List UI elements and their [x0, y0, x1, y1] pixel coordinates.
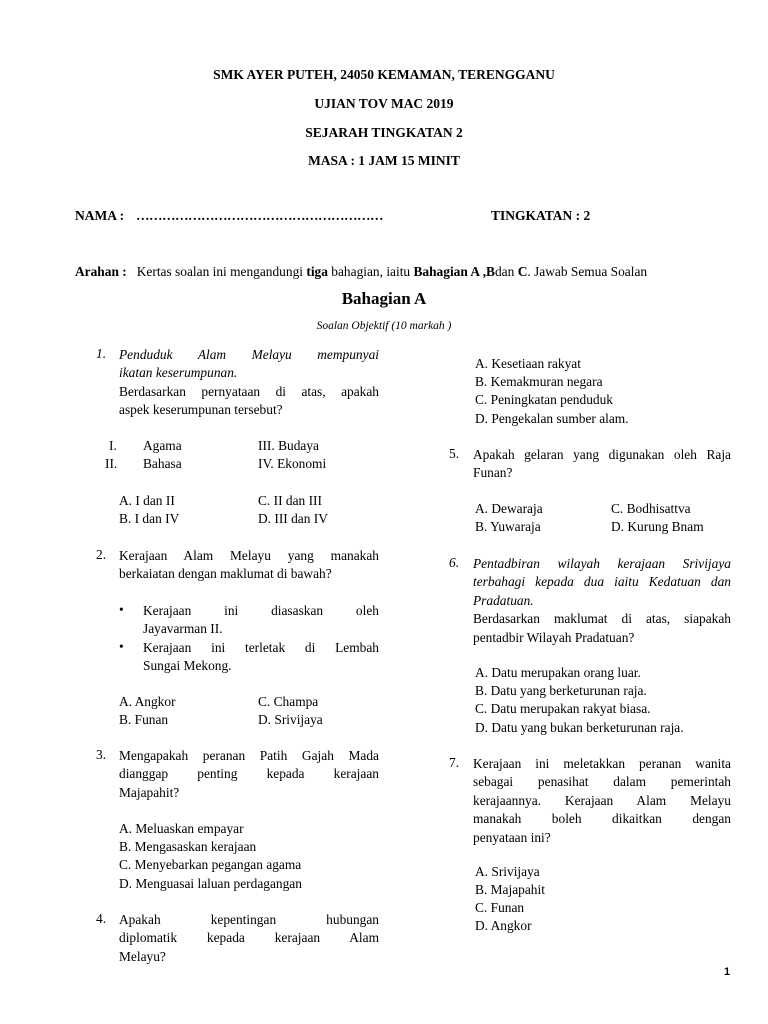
- exam-title: UJIAN TOV MAC 2019: [314, 96, 454, 111]
- q4-option-a[interactable]: A. Kesetiaan rakyat: [475, 356, 581, 371]
- q4-stem-line: Apakah kepentingan hubungan: [119, 912, 379, 927]
- q4-option-c[interactable]: C. Peningkatan penduduk: [475, 392, 613, 407]
- q7-option-b[interactable]: B. Majapahit: [475, 882, 545, 897]
- q6-stem-line: terbahagi kepada dua iaitu Kedatuan dan: [473, 574, 731, 590]
- q2-stem-line: berkaiatan dengan maklumat di bawah?: [119, 566, 332, 582]
- q6-option-b[interactable]: B. Datu yang berketurunan raja.: [475, 683, 647, 698]
- q5-number: 5.: [449, 446, 460, 461]
- instructions-text-4: . Jawab Semua Soalan: [527, 264, 648, 279]
- q2-bullet-line: Jayavarman II.: [143, 621, 223, 637]
- q1-stem-line: ikatan keserumpunan.: [119, 365, 238, 381]
- q1-item: III. Budaya: [258, 438, 319, 453]
- section-title: Bahagian A: [341, 289, 427, 308]
- q7-option-a[interactable]: A. Srivijaya: [475, 864, 540, 879]
- q3-stem-line: Mengapakah peranan Patih Gajah Mada: [119, 748, 379, 763]
- q3-stem-line: dianggap penting kepada kerajaan: [119, 766, 379, 782]
- instructions-text-1: Kertas soalan ini mengandungi: [136, 264, 303, 279]
- q2-bullet-2: [143, 639, 379, 676]
- q5-option-c[interactable]: C. Bodhisattva: [611, 501, 691, 516]
- instructions-bold-1: tiga: [306, 264, 328, 279]
- q6-option-d[interactable]: D. Datu yang bukan berketurunan raja.: [475, 720, 684, 735]
- q5-option-b[interactable]: B. Yuwaraja: [475, 519, 541, 534]
- q4-stem: [119, 911, 379, 966]
- q2-option-c[interactable]: C. Champa: [258, 694, 319, 709]
- form-label: TINGKATAN : 2: [491, 208, 591, 223]
- name-dots: …………………………………………………: [136, 208, 383, 223]
- q1-number: 1.: [96, 346, 107, 361]
- q1-option-b[interactable]: B. I dan IV: [119, 511, 180, 526]
- q3-stem: [119, 747, 379, 802]
- q1-item-roman: I.: [109, 438, 117, 453]
- q6-stem: [473, 555, 731, 647]
- q1-option-d[interactable]: D. III dan IV: [258, 511, 328, 526]
- q1-item: Agama: [143, 438, 182, 453]
- name-label: NAMA :: [75, 208, 125, 223]
- q7-stem: [473, 755, 731, 847]
- q6-option-c[interactable]: C. Datu merupakan rakyat biasa.: [475, 701, 651, 716]
- instructions-bold-3: C: [517, 264, 528, 279]
- q1-stem-line: Penduduk Alam Melayu mempunyai: [119, 347, 379, 362]
- q1-stem-line: Berdasarkan pernyataan di atas, apakah: [119, 383, 379, 399]
- q6-stem-line: pentadbir Wilayah Pradatuan?: [473, 629, 635, 645]
- bullet-icon: •: [119, 639, 124, 654]
- q4-stem-line: Melayu?: [119, 948, 166, 964]
- q2-number: 2.: [96, 547, 107, 562]
- q7-option-d[interactable]: D. Angkor: [475, 918, 532, 933]
- q3-option-d[interactable]: D. Menguasai laluan perdagangan: [119, 876, 302, 891]
- instructions-text-2: bahagian, iaitu: [331, 264, 411, 279]
- q2-option-b[interactable]: B. Funan: [119, 712, 169, 727]
- exam-duration: MASA : 1 JAM 15 MINIT: [308, 153, 460, 168]
- q6-number: 6.: [449, 555, 460, 570]
- school-name: SMK AYER PUTEH, 24050 KEMAMAN, TERENGGANU: [213, 67, 555, 82]
- q5-stem-line: Apakah gelaran yang digunakan oleh Raja: [473, 447, 731, 462]
- q2-stem-line: Kerajaan Alam Melayu yang manakah: [119, 548, 379, 563]
- q1-item-roman: II.: [105, 456, 118, 471]
- q1-stem: [119, 346, 379, 420]
- instructions-text-3: dan: [494, 264, 515, 279]
- q5-option-a[interactable]: A. Dewaraja: [475, 501, 543, 516]
- q1-stem-line: aspek keserumpunan tersebut?: [119, 402, 283, 418]
- q2-bullet-line: Kerajaan ini diasaskan oleh: [143, 603, 379, 618]
- q7-option-c[interactable]: C. Funan: [475, 900, 525, 915]
- q7-number: 7.: [449, 755, 460, 770]
- q1-item: IV. Ekonomi: [258, 456, 327, 471]
- q2-bullet-line: Sungai Mekong.: [143, 658, 232, 674]
- q3-stem-line: Majapahit?: [119, 784, 180, 800]
- q4-option-b[interactable]: B. Kemakmuran negara: [475, 374, 603, 389]
- q2-option-d[interactable]: D. Srivijaya: [258, 712, 323, 727]
- q1-option-a[interactable]: A. I dan II: [119, 493, 175, 508]
- q3-option-c[interactable]: C. Menyebarkan pegangan agama: [119, 857, 302, 872]
- q6-stem-line: Pradatuan.: [473, 592, 534, 608]
- q4-option-d[interactable]: D. Pengekalan sumber alam.: [475, 411, 629, 426]
- instructions-label: Arahan :: [75, 264, 127, 279]
- page-number: 1: [724, 966, 731, 978]
- q2-bullet-1: [143, 602, 379, 639]
- section-subtitle: Soalan Objektif (10 markah ): [316, 320, 452, 332]
- q1-item: Bahasa: [143, 456, 182, 471]
- q7-stem-line: manakah boleh dikaitkan dengan: [473, 811, 731, 827]
- instructions-bold-2: Bahagian A ,B: [413, 264, 495, 279]
- q7-stem-line: kerajaannya. Kerajaan Alam Melayu: [473, 792, 731, 808]
- q7-stem-line: sebagai penasihat dalam pemerintah: [473, 774, 731, 790]
- subject-title: SEJARAH TINGKATAN 2: [305, 125, 463, 140]
- q2-stem: [119, 547, 379, 584]
- q2-option-a[interactable]: A. Angkor: [119, 694, 176, 709]
- q5-option-d[interactable]: D. Kurung Bnam: [611, 519, 704, 534]
- q6-stem-line: Pentadbiran wilayah kerajaan Srivijaya: [473, 556, 731, 571]
- q5-stem-line: Funan?: [473, 465, 513, 481]
- q4-number: 4.: [96, 911, 107, 926]
- q3-number: 3.: [96, 747, 107, 762]
- q4-stem-line: diplomatik kepada kerajaan Alam: [119, 930, 379, 946]
- q2-bullet-line: Kerajaan ini terletak di Lembah: [143, 640, 379, 655]
- q3-option-a[interactable]: A. Meluaskan empayar: [119, 821, 244, 836]
- q3-option-b[interactable]: B. Mengasaskan kerajaan: [119, 839, 257, 854]
- q7-stem-line: penyataan ini?: [473, 829, 551, 845]
- q6-stem-line: Berdasarkan maklumat di atas, siapakah: [473, 611, 731, 627]
- instructions: [75, 264, 647, 280]
- q7-stem-line: Kerajaan ini meletakkan peranan wanita: [473, 756, 731, 771]
- bullet-icon: •: [119, 602, 124, 617]
- q1-option-c[interactable]: C. II dan III: [258, 493, 322, 508]
- q6-option-a[interactable]: A. Datu merupakan orang luar.: [475, 665, 641, 680]
- q5-stem: [473, 446, 731, 483]
